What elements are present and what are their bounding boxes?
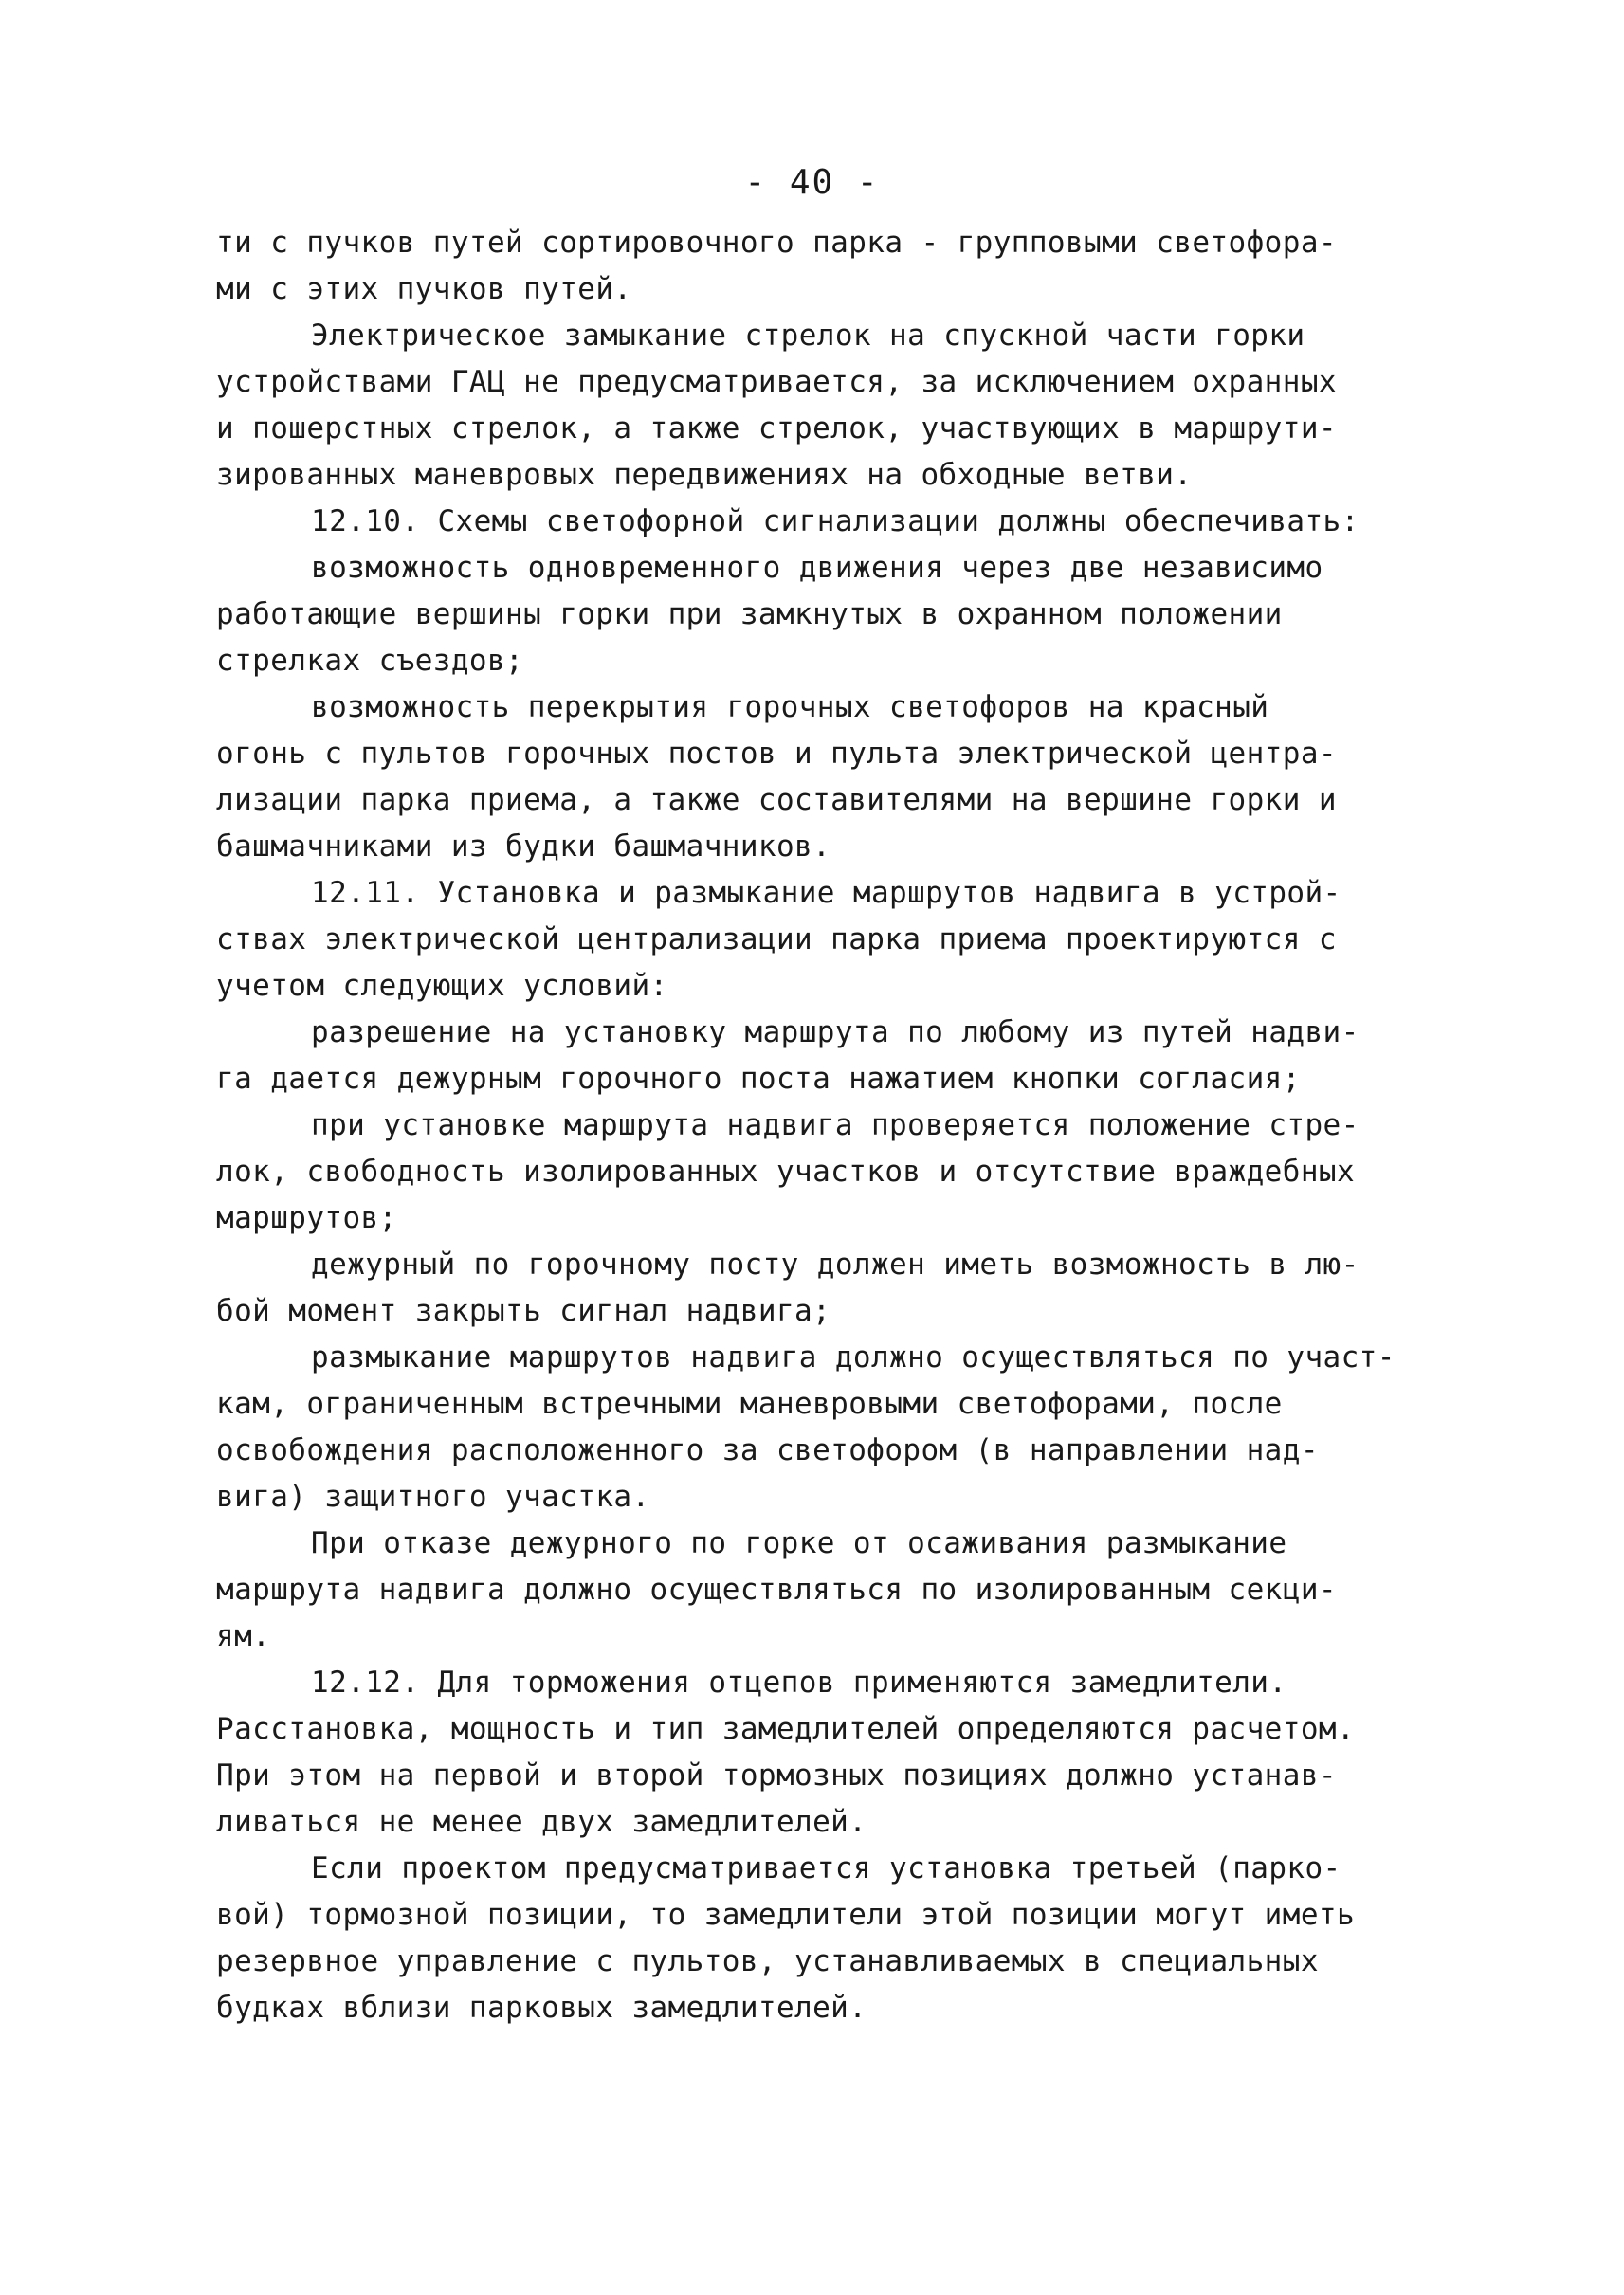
text-line: зированных маневровых передвижениях на обходные ветви. [216,458,1193,492]
text-line: ствах электрической централизации парка приема проектируются с [216,922,1337,956]
text-line: Электрическое замыкание стрелок на спускной части горки [311,319,1305,353]
text-body [216,220,1449,2031]
text-line: огонь с пультов горочных постов и пульта электрической центра- [216,737,1337,771]
text-line: освобождения расположенного за светофором (в направлении над- [216,1433,1319,1467]
text-line: стрелках съездов; [216,644,524,678]
text-line: лизации парка приема, а также составителями на вершине горки и [216,783,1337,817]
text-line: ти с пучков путей сортировочного парка - групповыми светофора- [216,226,1337,260]
text-line: маршрутов; [216,1201,397,1235]
text-line: ливаться не менее двух замедлителей. [216,1805,867,1839]
text-line: вига) защитного участка. [216,1480,650,1514]
text-line: лок, свободность изолированных участков и отсутствие враждебных [216,1155,1356,1189]
text-line: при установке маршрута надвига проверяется положение стре- [311,1108,1359,1142]
text-line: бой момент закрыть сигнал надвига; [216,1294,831,1328]
page-number: - 40 - [744,163,880,202]
text-line: ми с этих пучков путей. [216,272,632,306]
text-line: и пошерстных стрелок, а также стрелок, участвующих в маршрути- [216,411,1337,446]
text-line: Расстановка, мощность и тип замедлителей определяются расчетом. [216,1712,1356,1746]
text-line: работающие вершины горки при замкнутых в охранном положении [216,597,1283,631]
text-line: учетом следующих условий: [216,969,668,1003]
text-line: 12.11. Установка и размыкание маршрутов надвига в устрой- [311,876,1341,910]
text-line: возможность перекрытия горочных светофоров на красный [311,690,1269,724]
text-line: 12.10. Схемы светофорной сигнализации должны обеспечивать: [311,504,1359,538]
text-line: Если проектом предусматривается установка третьей (парко- [311,1851,1341,1885]
text-line: разрешение на установку маршрута по любому из путей надви- [311,1015,1359,1049]
text-line: устройствами ГАЦ не предусматривается, за исключением охранных [216,365,1337,399]
text-line: дежурный по горочному посту должен иметь возможность в лю- [311,1248,1359,1282]
text-line: возможность одновременного движения через две независимо [311,551,1323,585]
text-line: кам, ограниченным встречными маневровыми светофорами, после [216,1387,1283,1421]
text-line: будках вблизи парковых замедлителей. [216,1991,867,2025]
text-line: башмачниками из будки башмачников. [216,829,831,864]
text-line: размыкание маршрутов надвига должно осуществляться по участ- [311,1340,1396,1375]
text-line: При отказе дежурного по горке от осаживания размыкание [311,1526,1287,1560]
text-line: маршрута надвига должно осуществляться по изолированным секци- [216,1573,1337,1607]
text-line: га дается дежурным горочного поста нажатием кнопки согласия; [216,1062,1301,1096]
text-line: ям. [216,1619,271,1653]
text-line: вой) тормозной позиции, то замедлители этой позиции могут иметь [216,1898,1356,1932]
text-line: 12.12. Для торможения отцепов применяются замедлители. [311,1666,1287,1700]
text-line: При этом на первой и второй тормозных позициях должно устанав- [216,1758,1337,1793]
text-line: резервное управление с пультов, устанавливаемых в специальных [216,1944,1319,1978]
